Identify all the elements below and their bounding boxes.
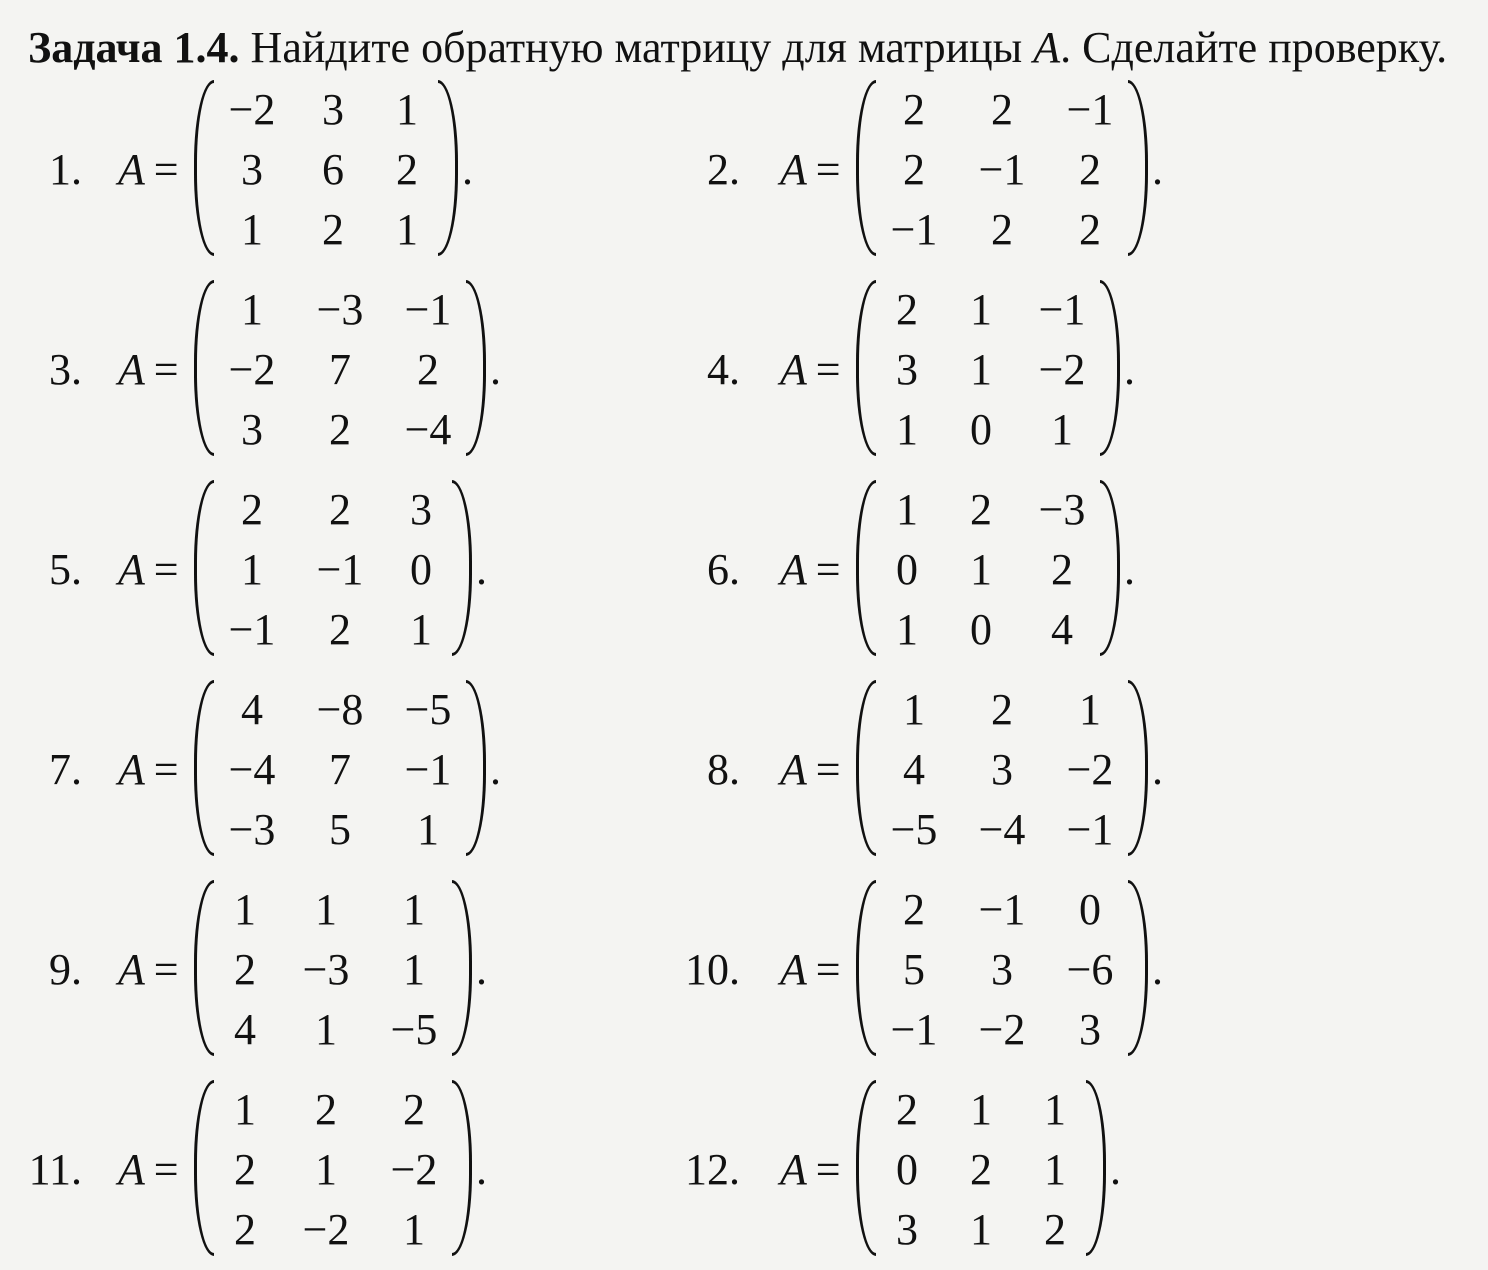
matrix-cells <box>870 1080 1092 1260</box>
matrix-entry: 2 <box>322 205 344 254</box>
matrix-entry: 5 <box>329 805 351 854</box>
matrix-entry: 1 <box>896 485 918 534</box>
terminator-period: . <box>1124 345 1135 394</box>
matrix-assignment <box>118 340 179 400</box>
matrix-variable: A <box>780 1145 807 1194</box>
right-parenthesis <box>466 280 486 456</box>
matrix-entry: 3 <box>322 85 344 134</box>
problem-number: 10. <box>685 945 740 994</box>
matrix-entry: −1 <box>890 1005 938 1054</box>
matrix-variable: A <box>780 745 807 794</box>
task-label: Задача 1.4. <box>28 23 240 72</box>
problem-number: 8. <box>707 745 740 794</box>
matrix-entry: 1 <box>1044 1085 1066 1134</box>
matrix-assignment <box>780 740 841 800</box>
matrix-entry: 0 <box>896 1145 918 1194</box>
matrix-entry: 0 <box>896 545 918 594</box>
matrix-entry: −2 <box>228 345 276 394</box>
matrix-entry: 1 <box>403 945 425 994</box>
matrix <box>856 80 1148 260</box>
matrix <box>194 1080 472 1260</box>
matrix-variable: A <box>118 545 145 594</box>
matrix-entry: 1 <box>970 1085 992 1134</box>
task-text-before: Найдите обратную матрицу для матрицы <box>239 23 1034 72</box>
matrix-variable: A <box>118 945 145 994</box>
equals-sign: = <box>144 945 179 994</box>
terminator-period: . <box>1110 1145 1121 1194</box>
matrix-entry: 1 <box>1079 685 1101 734</box>
matrix-entry: 2 <box>991 685 1013 734</box>
matrix-entry: 2 <box>417 345 439 394</box>
matrix-entry: 3 <box>1079 1005 1101 1054</box>
matrix-entry: 1 <box>315 885 337 934</box>
problem-number: 6. <box>707 545 740 594</box>
matrix-entry: 1 <box>903 685 925 734</box>
task-heading <box>28 18 1447 78</box>
equals-sign: = <box>144 745 179 794</box>
equals-sign: = <box>806 145 841 194</box>
matrix-cells <box>870 80 1134 260</box>
matrix-entry: 4 <box>1051 605 1073 654</box>
matrix-variable: A <box>780 145 807 194</box>
problem-number: 2. <box>707 145 740 194</box>
matrix-entry: 2 <box>1079 205 1101 254</box>
matrix-entry: 2 <box>234 945 256 994</box>
matrix-entry: −1 <box>1066 805 1114 854</box>
equals-sign: = <box>144 345 179 394</box>
matrix-cells <box>870 680 1134 860</box>
matrix-entry: 0 <box>970 605 992 654</box>
matrix-entry: 2 <box>903 145 925 194</box>
matrix-entry: 2 <box>1079 145 1101 194</box>
terminator-period: . <box>1152 745 1163 794</box>
matrix-entry: −1 <box>228 605 276 654</box>
matrix-entry: −2 <box>1038 345 1086 394</box>
matrix-entry: 1 <box>970 285 992 334</box>
matrix <box>194 680 486 860</box>
matrix-entry: 0 <box>410 545 432 594</box>
matrix-entry: 4 <box>241 685 263 734</box>
matrix-entry: −2 <box>978 1005 1026 1054</box>
matrix-entry: −3 <box>228 805 276 854</box>
matrix-entry: 6 <box>322 145 344 194</box>
matrix-entry: 2 <box>234 1205 256 1254</box>
matrix-assignment <box>118 1140 179 1200</box>
right-parenthesis <box>1086 1080 1106 1256</box>
matrix-entry: 2 <box>903 85 925 134</box>
matrix-entry: −6 <box>1066 945 1114 994</box>
terminator-period: . <box>1152 145 1163 194</box>
matrix-entry: −1 <box>404 285 452 334</box>
matrix-entry: 2 <box>315 1085 337 1134</box>
problem-number: 11. <box>28 1145 82 1194</box>
matrix-entry: 1 <box>1051 405 1073 454</box>
matrix-cells <box>208 680 472 860</box>
matrix-entry: 0 <box>1079 885 1101 934</box>
matrix-entry: 3 <box>241 145 263 194</box>
matrix-variable: A <box>118 1145 145 1194</box>
matrix-entry: 2 <box>329 485 351 534</box>
matrix-variable: A <box>780 545 807 594</box>
task-text-after: . Сделайте проверку. <box>1060 23 1448 72</box>
matrix-entry: 3 <box>896 1205 918 1254</box>
right-parenthesis <box>1128 680 1148 856</box>
terminator-period: . <box>1124 545 1135 594</box>
terminator-period: . <box>490 345 501 394</box>
matrix-entry: 1 <box>896 605 918 654</box>
matrix-cells <box>870 280 1106 460</box>
matrix <box>194 80 458 260</box>
matrix-entry: −2 <box>1066 745 1114 794</box>
equals-sign: = <box>144 545 179 594</box>
matrix-entry: 2 <box>329 405 351 454</box>
matrix-entry: −4 <box>404 405 452 454</box>
matrix-entry: 3 <box>410 485 432 534</box>
matrix-entry: 2 <box>991 205 1013 254</box>
matrix-assignment <box>118 540 179 600</box>
matrix-entry: 2 <box>896 285 918 334</box>
matrix-entry: 2 <box>234 1145 256 1194</box>
matrix-entry: −1 <box>978 885 1026 934</box>
matrix-entry: −3 <box>316 285 364 334</box>
problem-number: 7. <box>49 745 82 794</box>
right-parenthesis <box>452 480 472 656</box>
matrix-entry: 1 <box>315 1005 337 1054</box>
matrix <box>856 480 1120 660</box>
matrix-assignment <box>780 1140 841 1200</box>
equals-sign: = <box>806 345 841 394</box>
matrix-entry: 2 <box>970 1145 992 1194</box>
matrix-entry: −1 <box>1038 285 1086 334</box>
matrix-assignment <box>118 940 179 1000</box>
right-parenthesis <box>1128 80 1148 256</box>
matrix-cells <box>208 280 472 460</box>
matrix-entry: 2 <box>903 885 925 934</box>
right-parenthesis <box>1100 280 1120 456</box>
matrix-entry: 1 <box>970 545 992 594</box>
matrix-entry: 1 <box>417 805 439 854</box>
matrix-assignment <box>780 940 841 1000</box>
right-parenthesis <box>452 880 472 1056</box>
terminator-period: . <box>462 145 473 194</box>
matrix-entry: −1 <box>1066 85 1114 134</box>
matrix-entry: −1 <box>890 205 938 254</box>
matrix-entry: −3 <box>302 945 350 994</box>
matrix-entry: 3 <box>241 405 263 454</box>
matrix-entry: −8 <box>316 685 364 734</box>
matrix-entry: 1 <box>315 1145 337 1194</box>
terminator-period: . <box>490 745 501 794</box>
right-parenthesis <box>1128 880 1148 1056</box>
terminator-period: . <box>476 1145 487 1194</box>
matrix-entry: 1 <box>396 85 418 134</box>
matrix-assignment <box>780 340 841 400</box>
matrix-entry: −2 <box>228 85 276 134</box>
matrix-entry: 1 <box>1044 1145 1066 1194</box>
matrix-entry: 2 <box>970 485 992 534</box>
problem-number: 3. <box>49 345 82 394</box>
task-variable: A <box>1033 23 1061 72</box>
equals-sign: = <box>806 1145 841 1194</box>
matrix-entry: 1 <box>234 1085 256 1134</box>
matrix-entry: 7 <box>329 745 351 794</box>
problem-number: 12. <box>685 1145 740 1194</box>
matrix-entry: 1 <box>403 1205 425 1254</box>
matrix-entry: 1 <box>396 205 418 254</box>
matrix-entry: 1 <box>403 885 425 934</box>
right-parenthesis <box>452 1080 472 1256</box>
matrix-entry: 1 <box>970 345 992 394</box>
matrix-assignment <box>118 140 179 200</box>
right-parenthesis <box>1100 480 1120 656</box>
matrix-assignment <box>780 540 841 600</box>
matrix <box>194 480 472 660</box>
matrix-entry: 1 <box>241 545 263 594</box>
matrix-entry: 4 <box>903 745 925 794</box>
matrix-entry: −5 <box>890 805 938 854</box>
matrix-entry: 2 <box>403 1085 425 1134</box>
matrix-entry: 2 <box>396 145 418 194</box>
matrix-entry: 5 <box>903 945 925 994</box>
matrix-entry: 1 <box>970 1205 992 1254</box>
matrix-entry: 1 <box>241 285 263 334</box>
problem-number: 1. <box>49 145 82 194</box>
matrix-variable: A <box>118 145 145 194</box>
matrix-entry: 1 <box>234 885 256 934</box>
matrix-entry: −1 <box>978 145 1026 194</box>
equals-sign: = <box>144 1145 179 1194</box>
equals-sign: = <box>144 145 179 194</box>
problem-number: 4. <box>707 345 740 394</box>
matrix-entry: −3 <box>1038 485 1086 534</box>
matrix-entry: −1 <box>404 745 452 794</box>
matrix-entry: 7 <box>329 345 351 394</box>
matrix-variable: A <box>780 945 807 994</box>
matrix-cells <box>208 80 444 260</box>
matrix-entry: 0 <box>970 405 992 454</box>
matrix-entry: 2 <box>1051 545 1073 594</box>
matrix-entry: −2 <box>302 1205 350 1254</box>
right-parenthesis <box>438 80 458 256</box>
matrix <box>194 880 472 1060</box>
right-parenthesis <box>466 680 486 856</box>
problem-number: 5. <box>49 545 82 594</box>
matrix-entry: 2 <box>329 605 351 654</box>
matrix-variable: A <box>118 745 145 794</box>
matrix <box>856 1080 1106 1260</box>
matrix <box>856 280 1120 460</box>
terminator-period: . <box>476 545 487 594</box>
equals-sign: = <box>806 545 841 594</box>
matrix-entry: −4 <box>228 745 276 794</box>
terminator-period: . <box>1152 945 1163 994</box>
matrix-entry: 2 <box>991 85 1013 134</box>
matrix-cells <box>208 480 458 660</box>
equals-sign: = <box>806 745 841 794</box>
matrix-entry: 2 <box>896 1085 918 1134</box>
matrix-entry: 1 <box>410 605 432 654</box>
matrix-assignment <box>780 140 841 200</box>
problem-number: 9. <box>49 945 82 994</box>
terminator-period: . <box>476 945 487 994</box>
matrix-entry: 2 <box>1044 1205 1066 1254</box>
matrix-cells <box>208 1080 458 1260</box>
matrix-entry: −5 <box>404 685 452 734</box>
matrix-entry: 1 <box>896 405 918 454</box>
matrix-entry: 2 <box>241 485 263 534</box>
matrix-assignment <box>118 740 179 800</box>
matrix-cells <box>870 880 1134 1060</box>
matrix-cells <box>208 880 458 1060</box>
matrix-entry: 3 <box>991 945 1013 994</box>
matrix-entry: −4 <box>978 805 1026 854</box>
matrix-entry: −1 <box>316 545 364 594</box>
matrix-entry: −5 <box>390 1005 438 1054</box>
matrix-cells <box>870 480 1106 660</box>
matrix-entry: 3 <box>991 745 1013 794</box>
matrix-entry: −2 <box>390 1145 438 1194</box>
matrix <box>856 680 1148 860</box>
equals-sign: = <box>806 945 841 994</box>
matrix-variable: A <box>118 345 145 394</box>
matrix <box>194 280 486 460</box>
matrix-entry: 1 <box>241 205 263 254</box>
matrix-variable: A <box>780 345 807 394</box>
matrix-entry: 3 <box>896 345 918 394</box>
matrix <box>856 880 1148 1060</box>
matrix-entry: 4 <box>234 1005 256 1054</box>
